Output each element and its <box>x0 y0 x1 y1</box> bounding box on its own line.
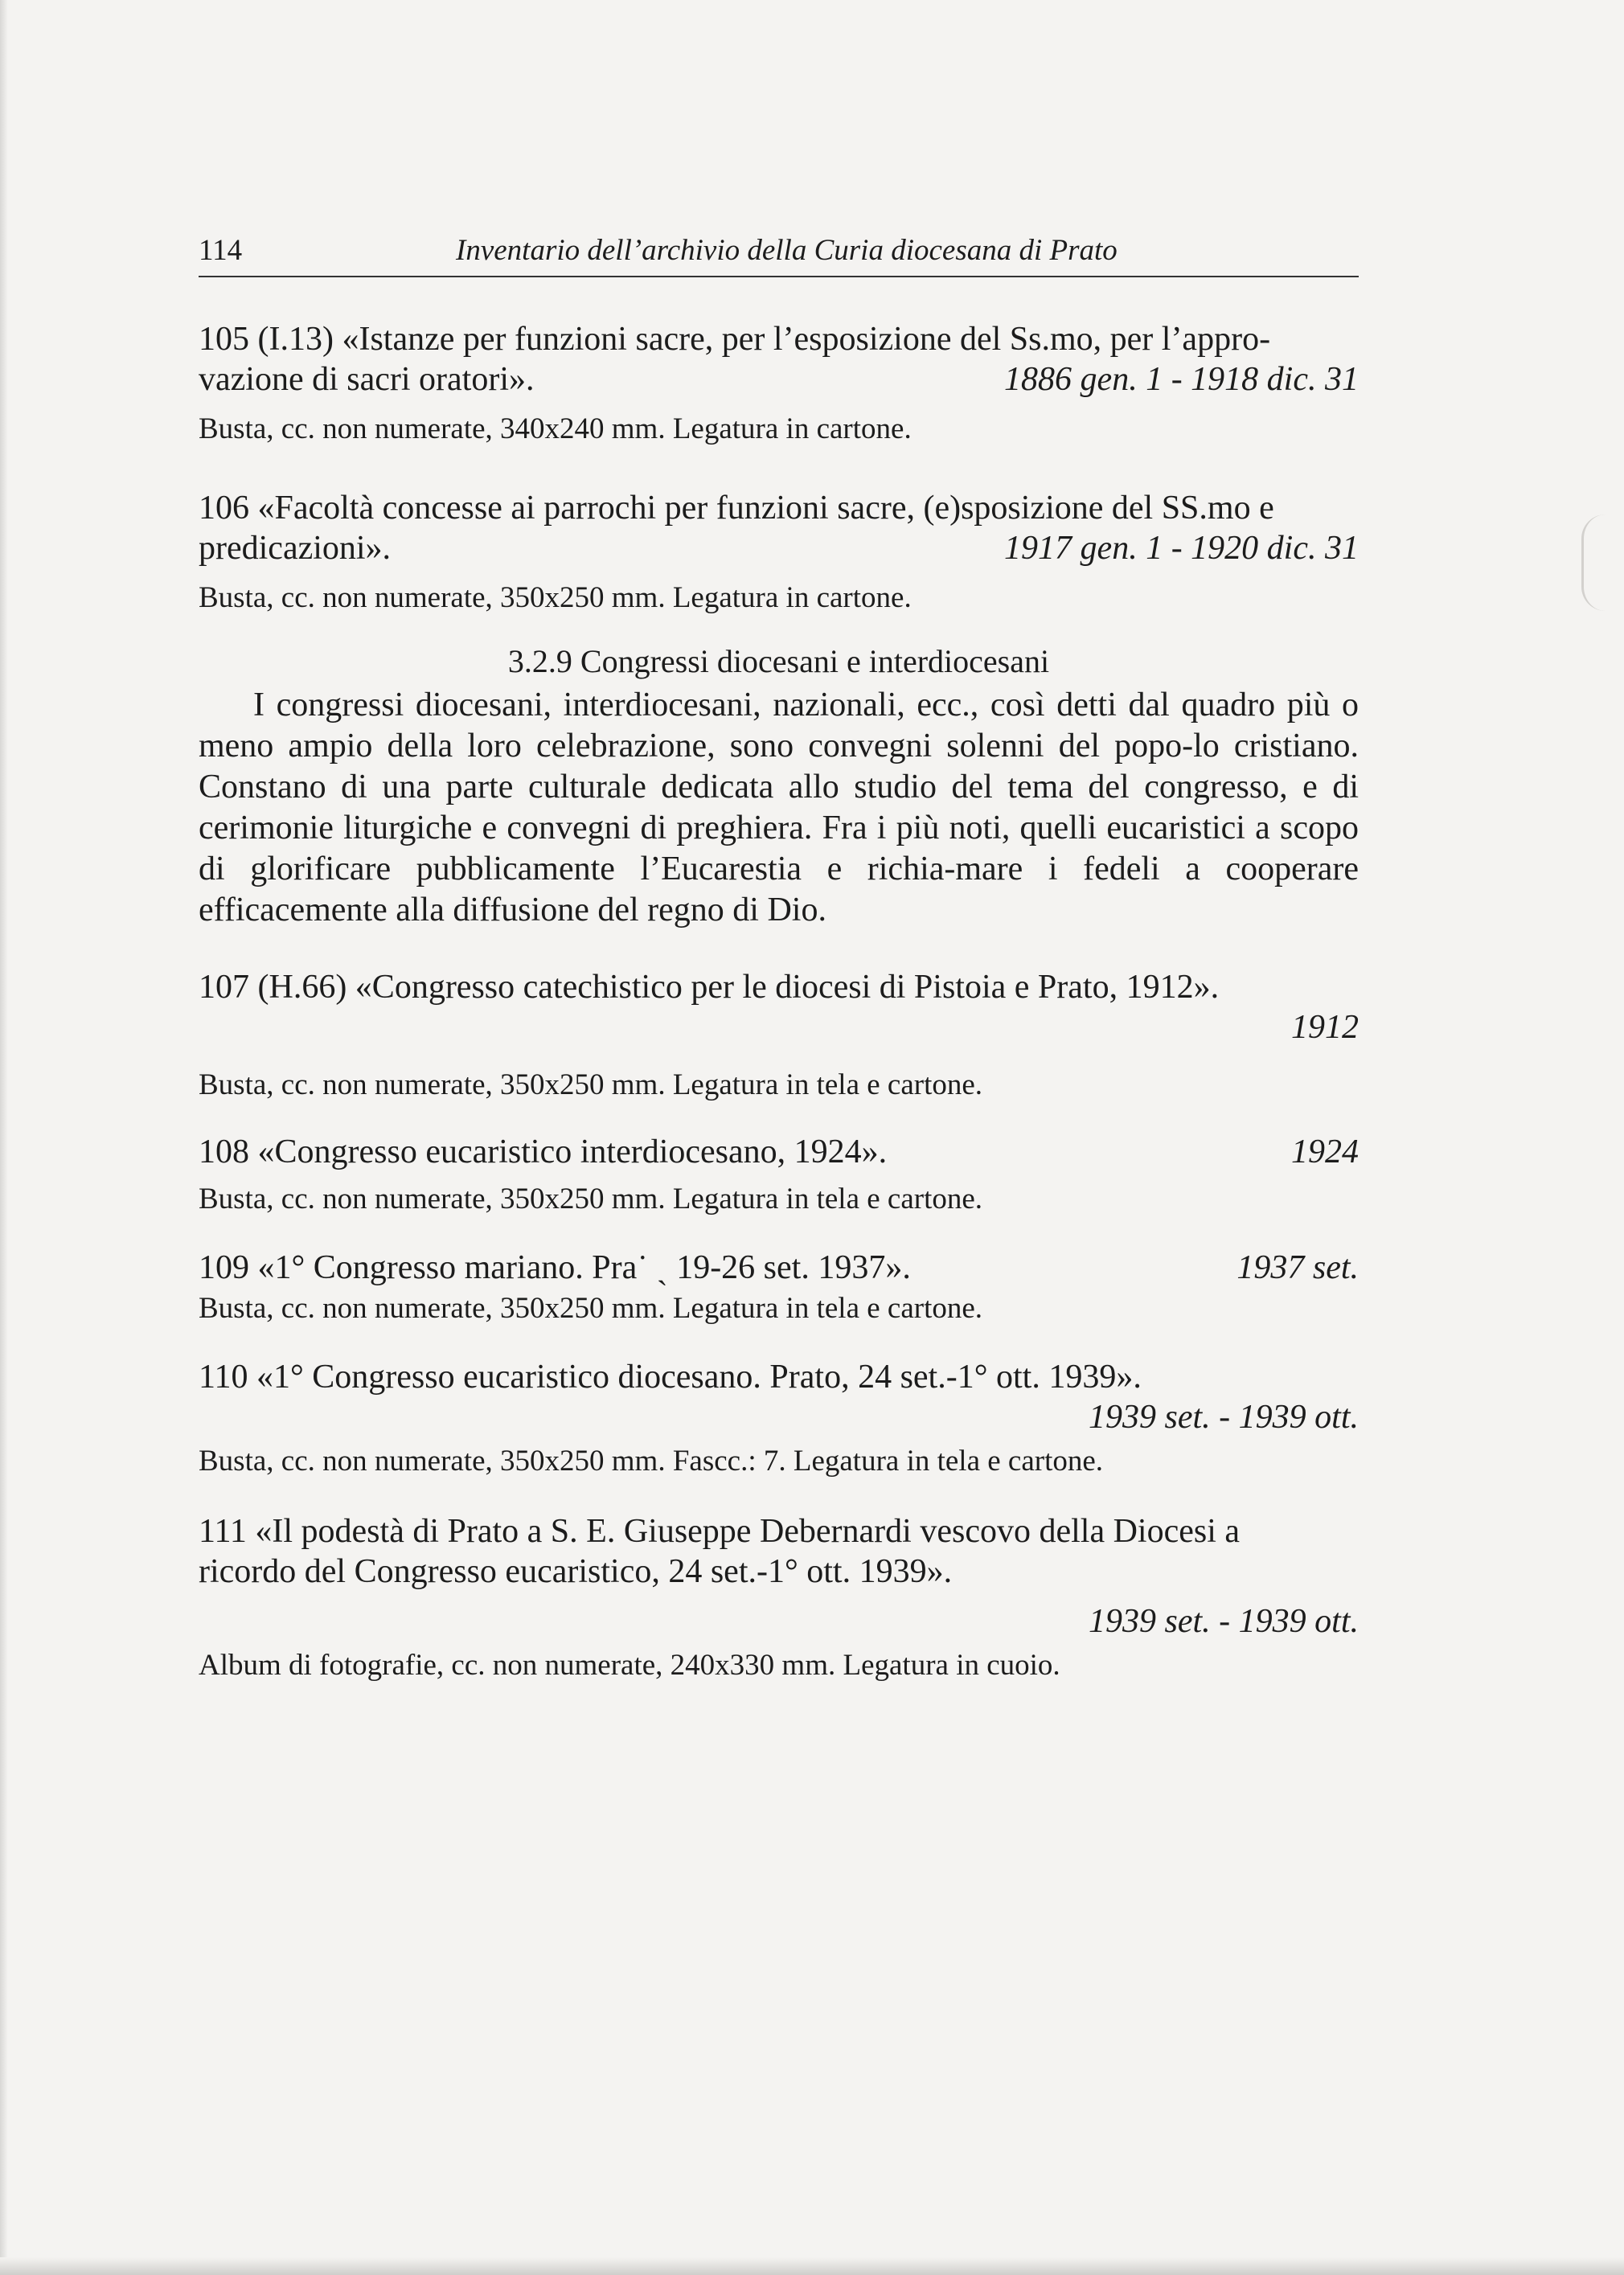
entry-108 <box>199 1132 1359 1217</box>
entry-description: Busta, cc. non numerate, 350x250 mm. Legatura in tela e cartone. <box>199 1292 983 1325</box>
entry-title-row <box>199 359 1359 400</box>
entry-date: 1924 <box>1291 1133 1359 1170</box>
entry-title: 108 «Congresso eucaristico interdiocesano, 1924». <box>199 1133 888 1170</box>
entry-date: 1917 gen. 1 - 1920 dic. 31 <box>1004 530 1359 567</box>
entry-title-row <box>199 1132 1359 1172</box>
entry-title: 109 «1° Congresso mariano. Pra˙ ˎ 19-26 set. 1937». <box>199 1249 911 1286</box>
entry-title-line: vazione di sacri oratori». <box>199 361 535 398</box>
entry-110 <box>199 1357 1359 1479</box>
entry-description: Busta, cc. non numerate, 350x250 mm. Fascc.: 7. Legatura in tela e cartone. <box>199 1445 1104 1478</box>
entry-title-line: 105 (I.13) «Istanze per funzioni sacre, per l’esposizione del Ss.mo, per l’appro- <box>199 321 1271 358</box>
entry-105 <box>199 319 1359 447</box>
bleed-through-mark <box>1581 514 1608 611</box>
entry-description: Busta, cc. non numerate, 340x240 mm. Legatura in cartone. <box>199 412 912 445</box>
entry-107 <box>199 967 1359 1103</box>
page-content <box>199 229 1359 1683</box>
page-edge-shadow <box>0 0 8 2275</box>
entry-title-row <box>199 528 1359 568</box>
entry-title: 107 (H.66) «Congresso catechistico per le diocesi di Pistoia e Prato, 1912». <box>199 969 1220 1006</box>
entry-title-line: ricordo del Congresso eucaristico, 24 set.-1° ott. 1939». <box>199 1553 953 1590</box>
entry-title-line: 106 «Facoltà concesse ai parrochi per funzioni sacre, (e)sposizione del SS.mo e <box>199 490 1274 527</box>
entry-description: Album di fotografie, cc. non numerate, 240x330 mm. Legatura in cuoio. <box>199 1649 1060 1682</box>
entry-title-line: predicazioni». <box>199 530 392 567</box>
entry-description: Busta, cc. non numerate, 350x250 mm. Legatura in cartone. <box>199 581 912 614</box>
running-head-title: Inventario dell’archivio della Curia diocesana di Prato <box>456 234 1118 267</box>
entry-date: 1939 set. - 1939 ott. <box>1089 1399 1359 1436</box>
page-bottom-edge <box>0 2257 1624 2275</box>
entry-111 <box>199 1511 1359 1683</box>
entry-title-row <box>199 1248 1359 1288</box>
entry-title-line: 111 «Il podestà di Prato a S. E. Giuseppe Debernardi vescovo della Diocesi a <box>199 1513 1241 1550</box>
entry-title: 110 «1° Congresso eucaristico diocesano. Prato, 24 set.-1° ott. 1939». <box>199 1359 1142 1396</box>
section-heading: 3.2.9 Congressi diocesani e interdiocesani <box>507 643 1050 679</box>
section-paragraph: I congressi diocesani, interdiocesani, nazionali, ecc., così detti dal quadro più o meno ampio della loro celebrazione, sono convegni solenni del popo-lo cristiano. Constano di una parte culturale dedicata allo studio del tema del congresso, e di cerimonie liturgiche e convegni di preghiera. Fra i più noti, quelli eucaristici a scopo di glorificare pubblicamente l’Eucarestia e richia-mare i fedeli a cooperare efficacemente alla diffusione del regno di Dio. <box>199 687 1359 928</box>
entry-109 <box>199 1248 1359 1326</box>
entry-date: 1912 <box>1291 1009 1359 1046</box>
running-head <box>199 229 1359 277</box>
entry-date: 1939 set. - 1939 ott. <box>1089 1603 1359 1640</box>
entry-date: 1886 gen. 1 - 1918 dic. 31 <box>1004 361 1359 398</box>
entry-106 <box>199 488 1359 616</box>
entry-description: Busta, cc. non numerate, 350x250 mm. Legatura in tela e cartone. <box>199 1068 983 1101</box>
entry-description: Busta, cc. non numerate, 350x250 mm. Legatura in tela e cartone. <box>199 1183 983 1215</box>
entry-date: 1937 set. <box>1236 1249 1359 1286</box>
page-number: 114 <box>199 234 243 267</box>
